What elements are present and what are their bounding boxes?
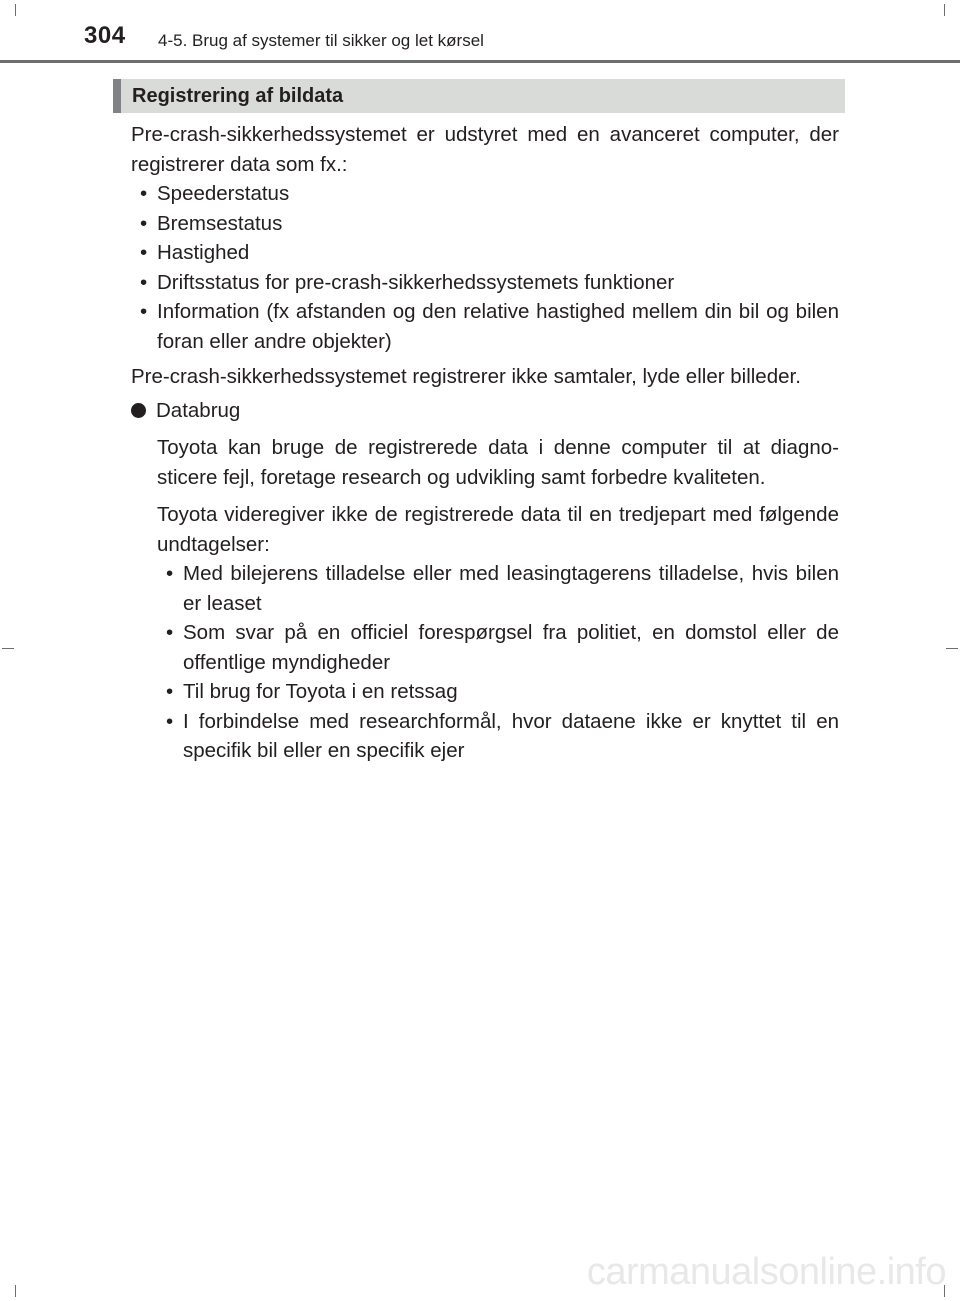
bullet-icon: • xyxy=(166,680,174,703)
bullet-icon: • xyxy=(166,709,174,733)
list-item: • Information (fx afstanden og den relative hastighed mellem din bil og bilen foran eller andre objekter) xyxy=(131,297,839,356)
section-tab-marker xyxy=(113,79,121,113)
filled-circle-icon xyxy=(131,403,146,418)
bullet-icon: • xyxy=(166,621,174,644)
bullet-icon: • xyxy=(140,241,148,264)
crop-mark xyxy=(15,1285,16,1297)
list-item: • Driftsstatus for pre-crash-sikkerhedssystemets funktioner xyxy=(131,268,839,298)
header-rule xyxy=(0,60,960,63)
list-item: • Til brug for Toyota i en retssag xyxy=(157,677,839,707)
data-use-paragraph-2: Toyota videregiver ikke de registrerede data til en tredjepart med følgende undtagelser: xyxy=(157,503,839,556)
crop-mark xyxy=(15,4,16,16)
list-item: • Hastighed xyxy=(131,238,839,268)
bullet-icon: • xyxy=(140,300,148,323)
bullet-icon: • xyxy=(140,270,148,294)
intro-paragraph: Pre-crash-sikkerhedssystemet er udstyret med en avanceret computer, der registrerer data som fx.: xyxy=(131,123,839,176)
recorded-data-list xyxy=(131,179,839,356)
note-paragraph: Pre-crash-sikkerhedssystemet registrerer ikke samtaler, lyde eller billeder. xyxy=(131,365,801,388)
data-use-heading xyxy=(131,396,839,426)
list-item: • Bremsestatus xyxy=(131,209,839,239)
bullet-icon: • xyxy=(166,562,174,585)
list-item: • Speederstatus xyxy=(131,179,839,209)
crop-mark xyxy=(944,4,945,16)
list-item: • I forbindelse med researchformål, hvor dataene ikke er knyttet til en specifik bil eller en specifik ejer xyxy=(157,707,839,766)
page-content xyxy=(131,120,839,766)
section-heading-bar xyxy=(113,79,845,113)
list-item: • Som svar på en officiel forespørgsel fra politiet, en domstol eller de offentlige myndigheder xyxy=(157,618,839,677)
bullet-icon: • xyxy=(140,211,148,235)
data-use-heading-text: Databrug xyxy=(156,398,241,422)
data-use-paragraph-1: Toyota kan bruge de registrerede data i denne computer til at diagno-sticere fejl, foretage research og udvikling samt forbedre kvaliteten. xyxy=(157,436,839,489)
running-head: 4-5. Brug af systemer til sikker og let kørsel xyxy=(158,31,484,50)
crop-mark xyxy=(2,648,14,649)
section-title: Registrering af bildata xyxy=(132,84,344,107)
bullet-icon: • xyxy=(140,182,148,205)
data-use-body xyxy=(157,433,839,766)
page-number: 304 xyxy=(84,22,126,49)
list-item: • Med bilejerens tilladelse eller med leasingtagerens tilladelse, hvis bilen er leaset xyxy=(157,559,839,618)
watermark: carmanualsonline.info xyxy=(586,1251,946,1293)
exceptions-list xyxy=(157,559,839,766)
crop-mark xyxy=(946,648,958,649)
